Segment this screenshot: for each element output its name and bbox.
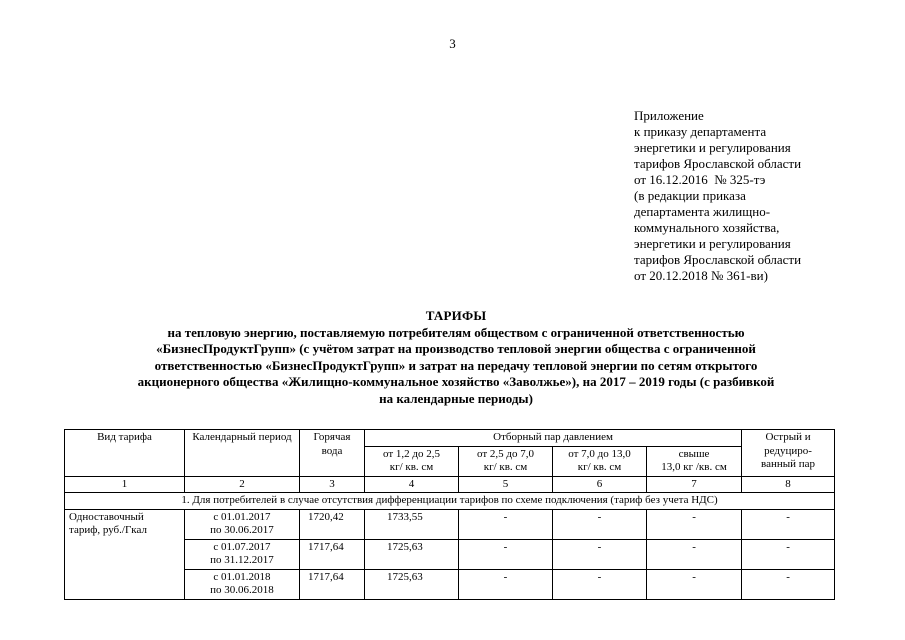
tariff-table xyxy=(64,429,835,600)
appendix-line: энергетики и регулирования xyxy=(634,236,791,251)
period-from: с 01.07.2017 xyxy=(213,540,271,553)
row-hot-water: 1717,64 xyxy=(300,539,365,569)
header-period: Календарный период xyxy=(185,430,300,477)
row-steam-3: - xyxy=(553,569,647,599)
header-steam-line: от 7,0 до 13,0 xyxy=(568,447,631,460)
row-steam-1: 1733,55 xyxy=(365,509,459,539)
appendix-line: коммунального хозяйства, xyxy=(634,220,780,235)
title-line: на календарные периоды) xyxy=(379,390,533,406)
column-number: 7 xyxy=(647,476,742,493)
header-steam-line: 13,0 кг /кв. см xyxy=(661,461,727,473)
column-number: 2 xyxy=(185,476,300,493)
header-steam-line: от 2,5 до 7,0 xyxy=(476,447,534,460)
row-steam-2: - xyxy=(459,509,553,539)
period-to: по 31.12.2017 xyxy=(210,554,274,566)
title-line: на тепловую энергию, поставляемую потребителям обществом с ограниченной ответственностью xyxy=(167,324,745,340)
section-title: 1. Для потребителей в случае отсутствия дифференциации тарифов по схеме подключения (тариф без учета НДС) xyxy=(65,493,835,510)
appendix-line: Приложение xyxy=(634,108,704,123)
column-number: 4 xyxy=(365,476,459,493)
period-from: с 01.01.2018 xyxy=(213,570,271,583)
appendix-line: тарифов Ярославской области xyxy=(634,252,802,267)
document-title xyxy=(62,308,850,407)
row-hot-water: 1720,42 xyxy=(300,509,365,539)
title-line: «БизнесПродуктГрупп» (с учётом затрат на производство тепловой энергии общества с ограниченной xyxy=(156,341,756,356)
title-line: акционерного общества «Жилищно-коммунальное хозяйство «Заволжье»), на 2017 – 2019 годы (с разбивкой xyxy=(137,374,775,389)
header-sharp-steam-line: редуциро- xyxy=(764,444,812,457)
row-steam-4: - xyxy=(647,539,742,569)
period-to: по 30.06.2018 xyxy=(210,584,274,596)
row-steam-2: - xyxy=(459,539,553,569)
column-number: 3 xyxy=(300,476,365,493)
header-steam-line: кг/ кв. см xyxy=(577,461,622,473)
row-sharp-steam: - xyxy=(742,569,835,599)
row-steam-3: - xyxy=(553,509,647,539)
tariff-name-line: Одноставочный xyxy=(69,510,144,523)
header-steam-line: свыше xyxy=(678,447,710,460)
column-number: 6 xyxy=(553,476,647,493)
column-number: 1 xyxy=(65,476,185,493)
appendix-line: (в редакции приказа xyxy=(634,188,746,203)
row-steam-2: - xyxy=(459,569,553,599)
appendix-line: энергетики и регулирования xyxy=(634,140,791,155)
row-steam-3: - xyxy=(553,539,647,569)
appendix-line: департамента жилищно- xyxy=(634,204,771,219)
table-row xyxy=(65,509,835,539)
appendix-line: тарифов Ярославской области xyxy=(634,156,802,171)
header-sharp-steam xyxy=(742,430,835,477)
title-line: ответственностью «БизнесПродуктГрупп» и затрат на передачу тепловой энергии по сетям открытого xyxy=(154,357,758,373)
row-period xyxy=(185,569,300,599)
row-steam-1: 1725,63 xyxy=(365,539,459,569)
row-sharp-steam: - xyxy=(742,539,835,569)
page-number: 3 xyxy=(449,36,456,51)
header-steam-line: кг/ кв. см xyxy=(389,461,434,473)
header-steam-3 xyxy=(553,446,647,476)
appendix-note xyxy=(634,108,894,284)
row-period xyxy=(185,509,300,539)
column-number: 8 xyxy=(742,476,835,493)
row-sharp-steam: - xyxy=(742,509,835,539)
header-sharp-steam-line: Острый и xyxy=(765,431,811,443)
appendix-line: к приказу департамента xyxy=(634,124,767,139)
header-steam-line: кг/ кв. см xyxy=(483,461,528,473)
row-steam-1: 1725,63 xyxy=(365,569,459,599)
period-to: по 30.06.2017 xyxy=(210,524,274,536)
header-steam-4 xyxy=(647,446,742,476)
appendix-line: от 16.12.2016 № 325-тэ xyxy=(634,172,766,187)
tariff-name xyxy=(65,509,185,599)
title-heading: ТАРИФЫ xyxy=(425,308,487,323)
column-number-row xyxy=(65,476,835,493)
header-steam: Отборный пар давлением xyxy=(365,430,742,447)
header-hot-water: Горячая вода xyxy=(300,430,365,477)
column-number: 5 xyxy=(459,476,553,493)
header-steam-1 xyxy=(365,446,459,476)
header-row xyxy=(65,430,835,447)
row-steam-4: - xyxy=(647,569,742,599)
appendix-line: от 20.12.2018 № 361-ви) xyxy=(634,268,768,283)
header-sharp-steam-line: ванный пар xyxy=(761,458,816,470)
row-steam-4: - xyxy=(647,509,742,539)
section-row xyxy=(65,493,835,510)
header-steam-2 xyxy=(459,446,553,476)
header-steam-line: от 1,2 до 2,5 xyxy=(382,447,440,460)
row-period xyxy=(185,539,300,569)
tariff-name-line: тариф, руб./Гкал xyxy=(69,524,147,536)
row-hot-water: 1717,64 xyxy=(300,569,365,599)
period-from: с 01.01.2017 xyxy=(213,510,271,523)
header-tariff-type: Вид тарифа xyxy=(65,430,185,477)
